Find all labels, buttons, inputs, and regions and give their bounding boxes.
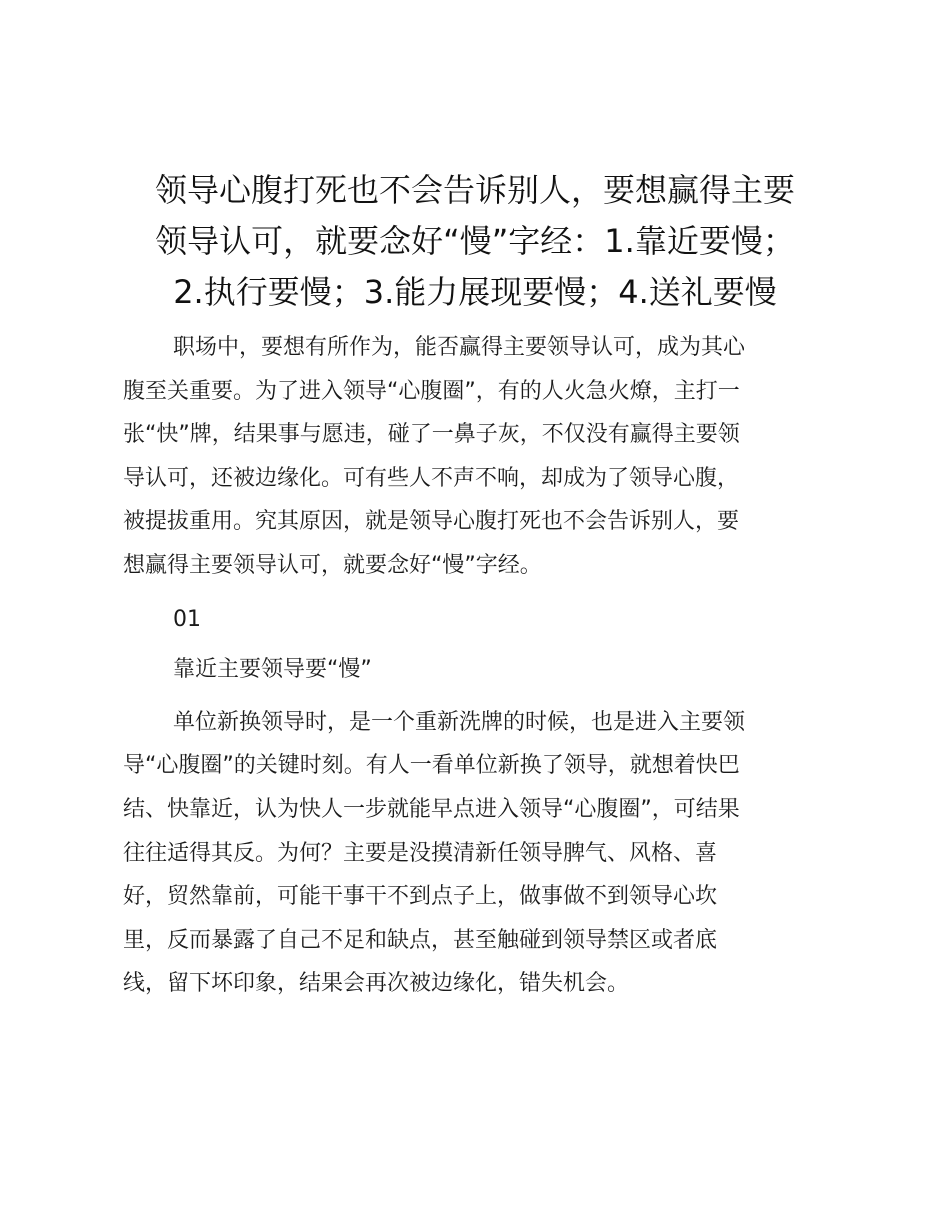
section-number-text: 01 [173,606,201,632]
document-title [120,165,830,318]
paragraph-line: 好，贸然靠前，可能干事干不到点子上，做事做不到领导心坎 [123,884,718,910]
paragraph-line: 被提拔重用。究其原因，就是领导心腹打死也不会告诉别人，要 [123,509,740,535]
paragraph-line: 往往适得其反。为何？主要是没摸清新任领导脾气、风格、喜 [123,840,718,866]
paragraph-line: 线，留下坏印象，结果会再次被边缘化，错失机会。 [123,971,630,997]
paragraph-line: 想赢得主要领导认可，就要念好“慢”字经。 [123,552,542,578]
title-line-3: 2.执行要慢；3.能力展现要慢；4.送礼要慢 [173,273,777,311]
paragraph-line: 单位新换领导时，是一个重新洗牌的时候，也是进入主要领 [173,709,746,735]
paragraph-line: 结、快靠近，认为快人一步就能早点进入领导“心腹圈”，可结果 [123,796,740,822]
paragraph-line: 腹至关重要。为了进入领导“心腹圈”，有的人火急火燎，主打一 [123,378,740,404]
title-line-2: 领导认可，就要念好“慢”字经：1.靠近要慢； [155,222,795,260]
document-body [123,326,835,1006]
title-line-1: 领导心腹打死也不会告诉别人，要想赢得主要 [154,171,795,209]
paragraph-line: 导认可，还被边缘化。可有些人不声不响，却成为了领导心腹， [123,465,740,491]
intro-paragraph [123,326,835,588]
section-heading [123,648,835,692]
paragraph-line: 职场中，要想有所作为，能否赢得主要领导认可，成为其心 [173,335,746,360]
paragraph-line: 里，反而暴露了自己不足和缺点，甚至触碰到领导禁区或者底 [123,927,718,953]
section-number [123,598,835,642]
paragraph-line: 导“心腹圈”的关键时刻。有人一看单位新换了领导，就想着快巴 [123,753,740,779]
paragraph-line: 张“快”牌，结果事与愿违，碰了一鼻子灰，不仅没有赢得主要领 [123,422,740,448]
section-heading-text: 靠近主要领导要“慢” [173,657,372,683]
section-paragraph [123,701,835,1006]
